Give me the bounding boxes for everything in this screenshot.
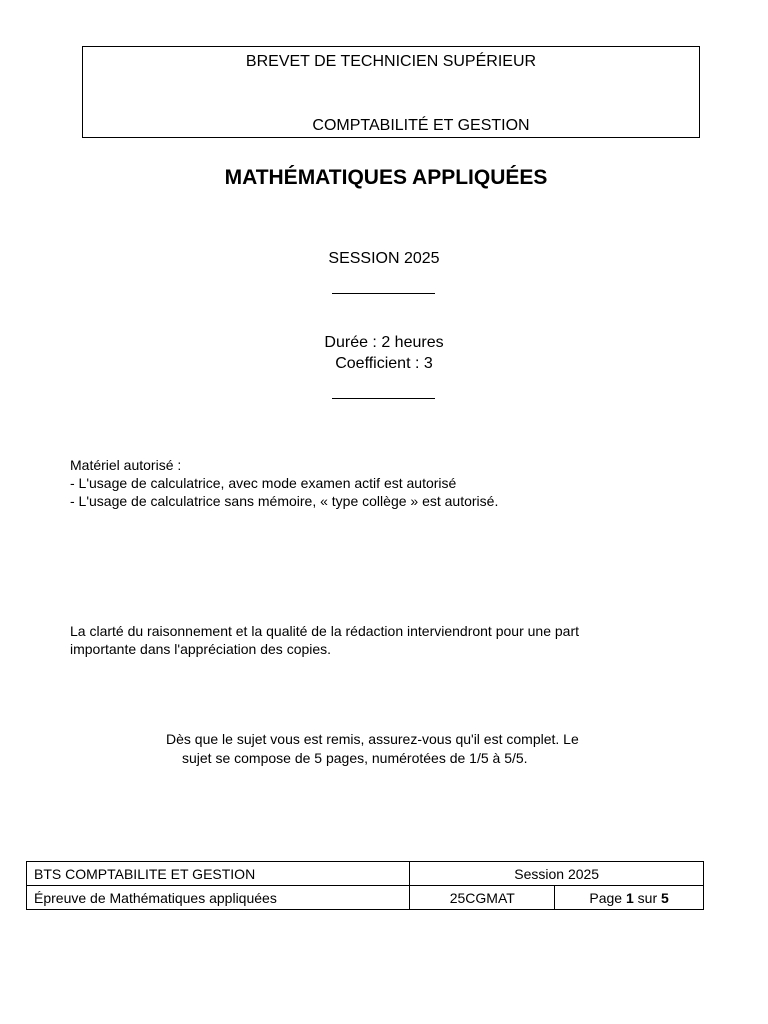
- duration-label: Durée : 2 heures: [324, 334, 444, 351]
- divider-1: [332, 293, 435, 294]
- materiel-item: - L'usage de calculatrice, avec mode examen actif est autorisé: [70, 475, 457, 491]
- page-title: MATHÉMATIQUES APPLIQUÉES: [224, 166, 548, 189]
- footer-row: [27, 886, 704, 910]
- footer-epreuve: Épreuve de Mathématiques appliquées: [27, 886, 410, 910]
- page-prefix: Page: [589, 889, 626, 906]
- footer-exam: BTS COMPTABILITE ET GESTION: [27, 862, 410, 886]
- page-current: 1: [625, 889, 634, 906]
- coefficient-label: Coefficient : 3: [335, 355, 433, 372]
- footer-table: [26, 861, 704, 910]
- session-label: SESSION 2025: [328, 250, 440, 267]
- header-box: [82, 46, 700, 138]
- clarte-line: La clarté du raisonnement et la qualité de la rédaction interviendront pour une part: [70, 623, 579, 639]
- footer-page: [555, 886, 704, 910]
- header-specialty: COMPTABILITÉ ET GESTION: [312, 117, 530, 134]
- notice-paragraph: [166, 730, 646, 768]
- footer-code: 25CGMAT: [410, 886, 555, 910]
- page-total: 5: [661, 889, 669, 906]
- materiel-item: - L'usage de calculatrice sans mémoire, « type collège » est autorisé.: [70, 493, 499, 509]
- clarte-line: importante dans l'appréciation des copies.: [70, 641, 332, 657]
- footer-row: [27, 862, 704, 886]
- footer-session: Session 2025: [410, 862, 704, 886]
- materiel-heading: Matériel autorisé :: [70, 457, 182, 473]
- page-sep: sur: [633, 889, 662, 906]
- notice-line: sujet se compose de 5 pages, numérotées de 1/5 à 5/5.: [182, 750, 528, 766]
- notice-line: Dès que le sujet vous est remis, assurez-vous qu'il est complet. Le: [166, 731, 579, 747]
- materiel-section: [70, 456, 498, 510]
- header-diploma: BREVET DE TECHNICIEN SUPÉRIEUR: [245, 53, 537, 70]
- clarte-paragraph: [70, 622, 670, 658]
- divider-2: [332, 398, 435, 399]
